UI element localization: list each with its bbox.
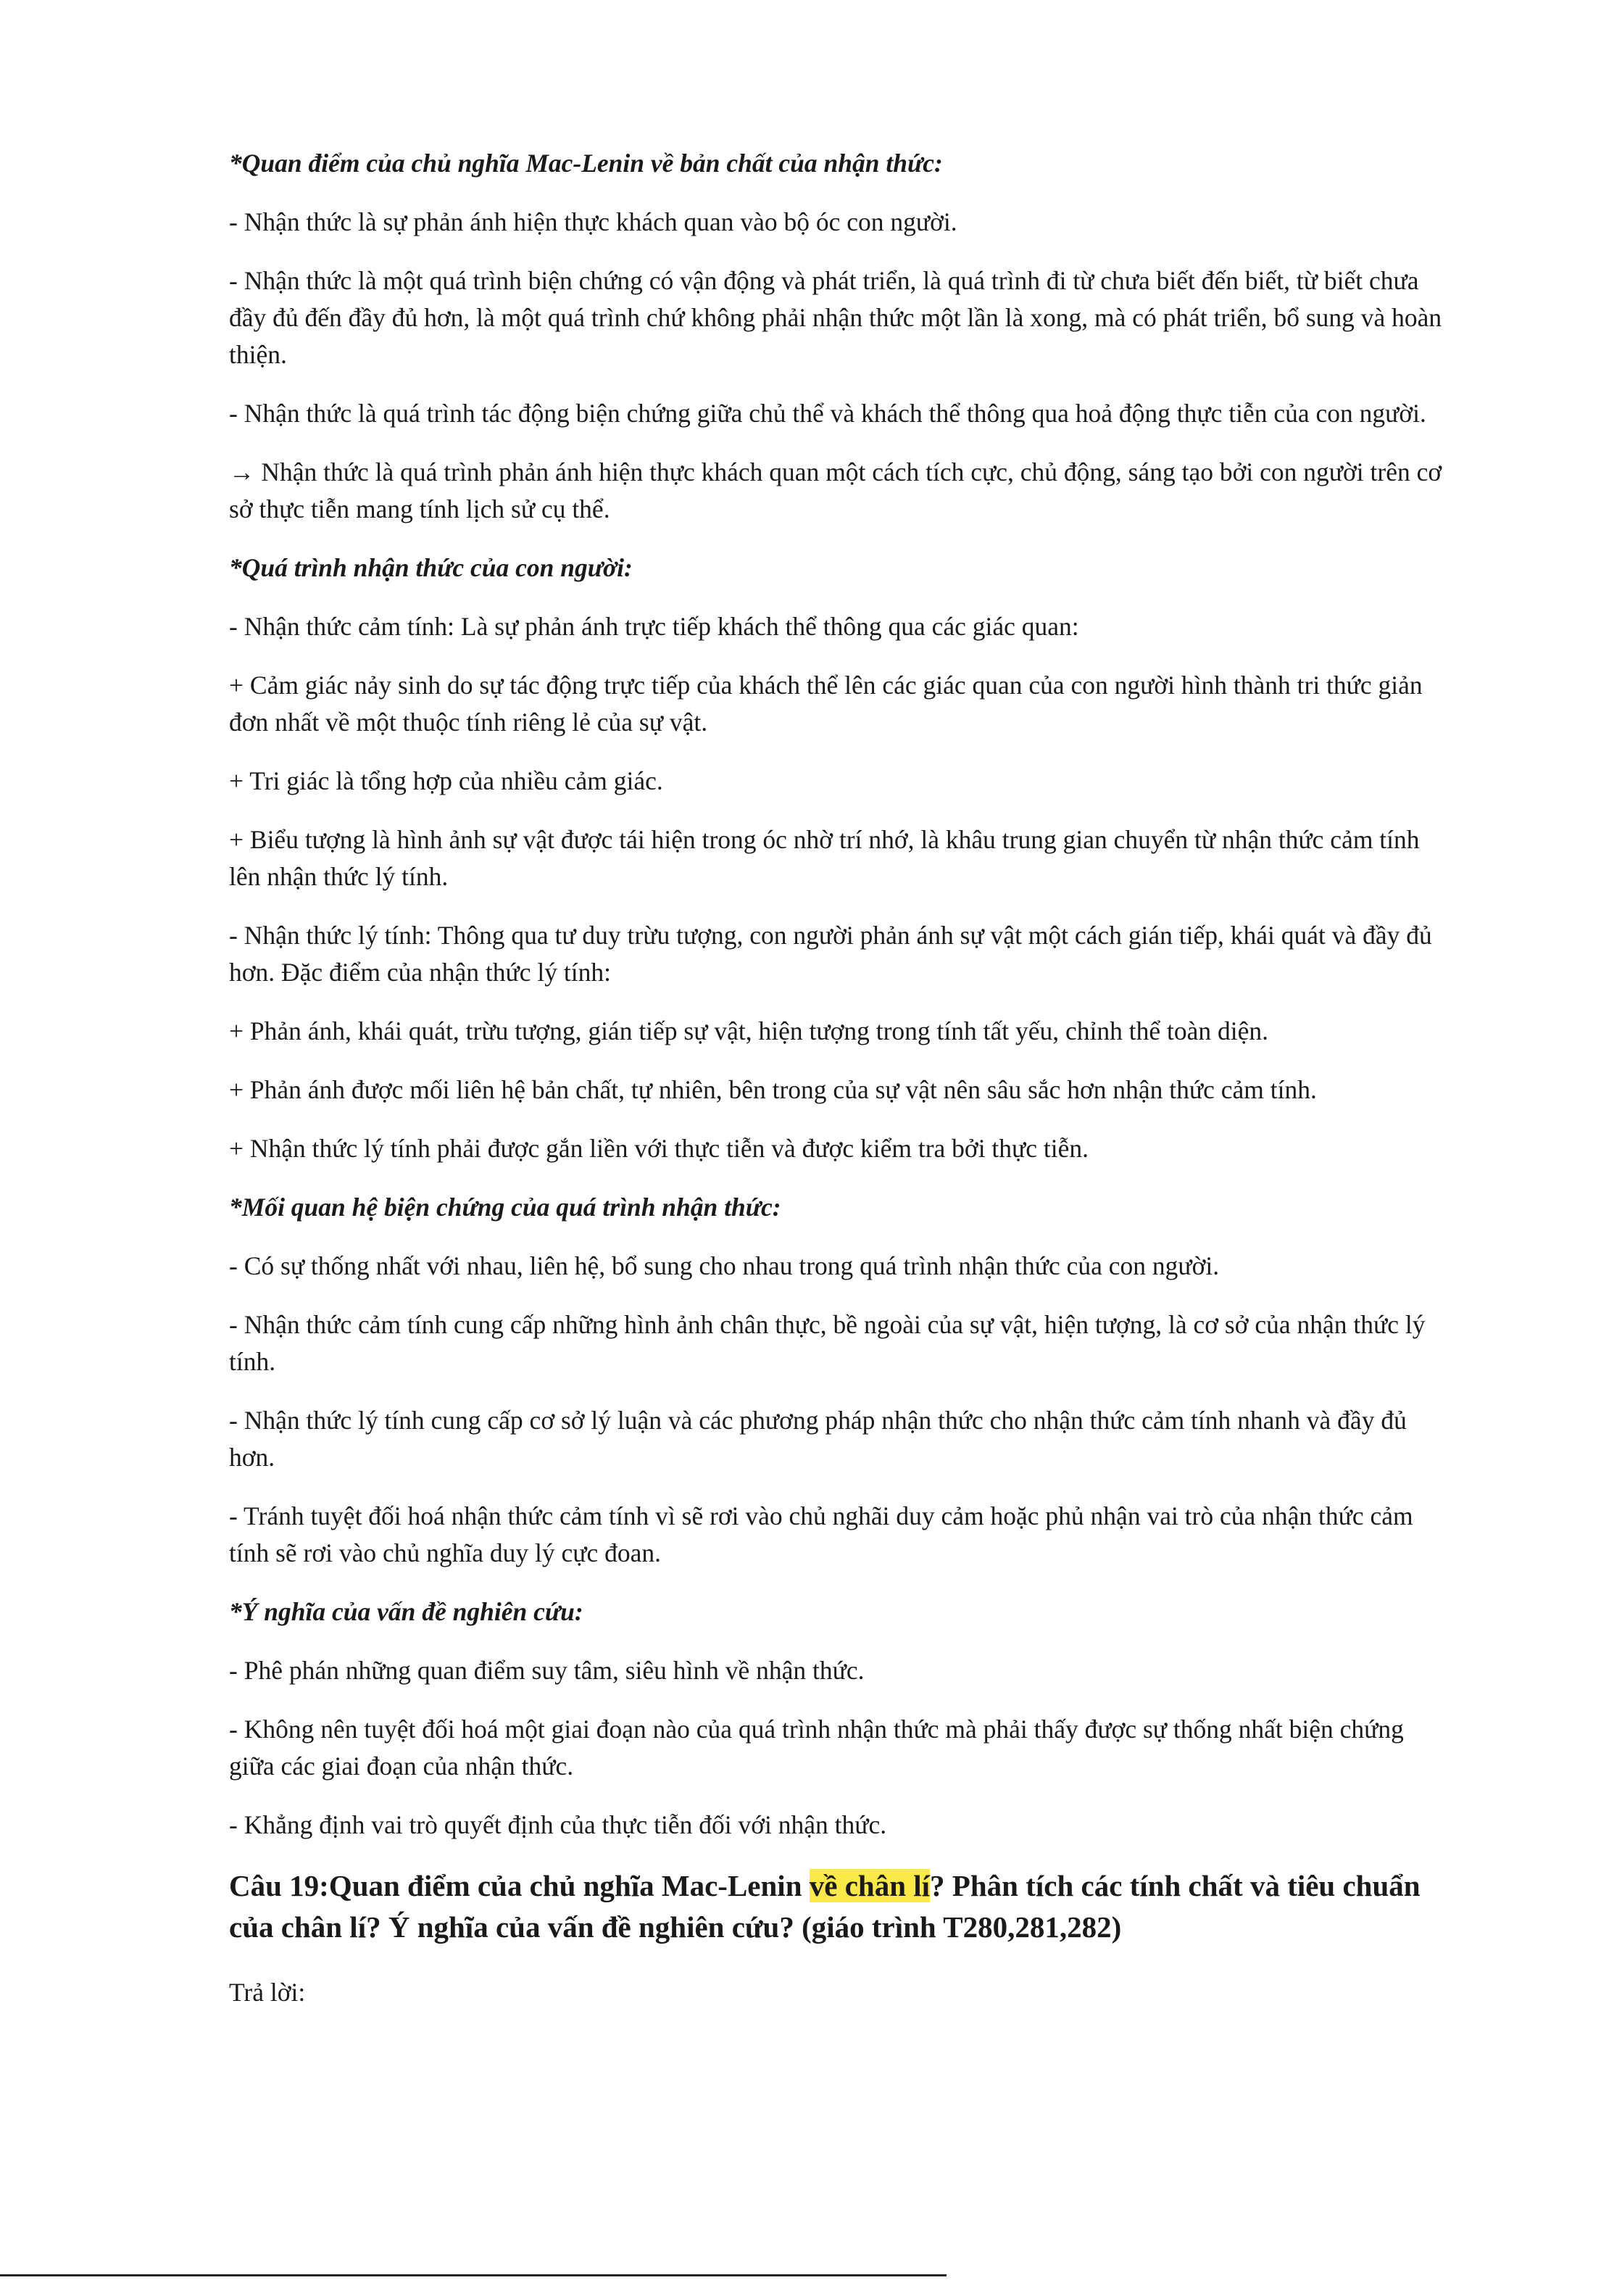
paragraph: - Khẳng định vai trò quyết định của thực tiễn đối với nhận thức. bbox=[229, 1810, 887, 1839]
paragraph: + Nhận thức lý tính phải được gắn liền với thực tiễn và được kiểm tra bởi thực tiễn. bbox=[229, 1134, 1089, 1163]
paragraph: + Cảm giác nảy sinh do sự tác động trực tiếp của khách thể lên các giác quan của con người hình thành tri thức giản đơn nhất về một thuộc tính riêng lẻ của sự vật. bbox=[229, 671, 1423, 737]
document-page bbox=[229, 145, 1454, 2033]
paragraph: - Nhận thức cảm tính: Là sự phản ánh trực tiếp khách thể thông qua các giác quan: bbox=[229, 612, 1079, 641]
paragraph: - Nhận thức lý tính cung cấp cơ sở lý luận và các phương pháp nhận thức cho nhận thức cảm tính nhanh và đầy đủ hơn. bbox=[229, 1406, 1407, 1472]
paragraph: - Phê phán những quan điểm suy tâm, siêu hình về nhận thức. bbox=[229, 1656, 865, 1685]
question-text-end: ? Phân tích các tính chất và tiêu chuẩn của chân lí? Ý nghĩa của vấn đề nghiên cứu? (giáo trình T280,281,282) bbox=[229, 1869, 1421, 1944]
paragraph: - Nhận thức là một quá trình biện chứng có vận động và phát triển, là quá trình đi từ chưa biết đến biết, từ biết chưa đầy đủ đến đầy đủ hơn, là một quá trình chứ không phải nhận thức một lần là xong, mà có phát triển, bổ sung và hoàn thiện. bbox=[229, 266, 1442, 369]
paragraph: - Tránh tuyệt đối hoá nhận thức cảm tính vì sẽ rơi vào chủ nghãi duy cảm hoặc phủ nhận vai trò của nhận thức cảm tính sẽ rơi vào chủ nghĩa duy lý cực đoan. bbox=[229, 1501, 1413, 1567]
heading-dialectical-relation: *Mối quan hệ biện chứng của quá trình nhận thức: bbox=[229, 1193, 781, 1222]
paragraph: - Nhận thức cảm tính cung cấp những hình ảnh chân thực, bề ngoài của sự vật, hiện tượng, là cơ sở của nhận thức lý tính. bbox=[229, 1310, 1426, 1376]
heading-nature-of-cognition: *Quan điểm của chủ nghĩa Mac-Lenin về bản chất của nhận thức: bbox=[229, 149, 943, 178]
question-19 bbox=[229, 1865, 1454, 1948]
answer-label: Trả lời: bbox=[229, 1978, 306, 2007]
page-bottom-rule bbox=[0, 2274, 947, 2276]
paragraph: - Nhận thức là sự phản ánh hiện thực khách quan vào bộ óc con người. bbox=[229, 207, 957, 236]
heading-cognition-process: *Quá trình nhận thức của con người: bbox=[229, 553, 633, 582]
question-text-start: Câu 19:Quan điểm của chủ nghĩa Mac-Lenin bbox=[229, 1869, 810, 1902]
paragraph: + Phản ánh được mối liên hệ bản chất, tự nhiên, bên trong của sự vật nên sâu sắc hơn nhận thức cảm tính. bbox=[229, 1075, 1317, 1104]
paragraph: + Biểu tượng là hình ảnh sự vật được tái hiện trong óc nhờ trí nhớ, là khâu trung gian chuyển từ nhận thức cảm tính lên nhận thức lý tính. bbox=[229, 825, 1420, 891]
paragraph: → Nhận thức là quá trình phản ánh hiện thực khách quan một cách tích cực, chủ động, sáng tạo bởi con người trên cơ sở thực tiễn mang tính lịch sử cụ thể. bbox=[229, 457, 1442, 523]
paragraph: + Tri giác là tổng hợp của nhiều cảm giác. bbox=[229, 766, 663, 795]
paragraph: - Có sự thống nhất với nhau, liên hệ, bổ sung cho nhau trong quá trình nhận thức của con người. bbox=[229, 1251, 1220, 1280]
paragraph: - Nhận thức lý tính: Thông qua tư duy trừu tượng, con người phản ánh sự vật một cách gián tiếp, khái quát và đầy đủ hơn. Đặc điểm của nhận thức lý tính: bbox=[229, 921, 1432, 987]
paragraph: + Phản ánh, khái quát, trừu tượng, gián tiếp sự vật, hiện tượng trong tính tất yếu, chỉnh thể toàn diện. bbox=[229, 1016, 1268, 1045]
heading-research-significance: *Ý nghĩa của vấn đề nghiên cứu: bbox=[229, 1597, 583, 1626]
highlighted-text: về chân lí bbox=[809, 1869, 931, 1902]
paragraph: - Nhận thức là quá trình tác động biện chứng giữa chủ thể và khách thể thông qua hoả động thực tiễn của con người. bbox=[229, 399, 1426, 428]
paragraph: - Không nên tuyệt đối hoá một giai đoạn nào của quá trình nhận thức mà phải thấy được sự thống nhất biện chứng giữa các giai đoạn của nhận thức. bbox=[229, 1715, 1404, 1781]
